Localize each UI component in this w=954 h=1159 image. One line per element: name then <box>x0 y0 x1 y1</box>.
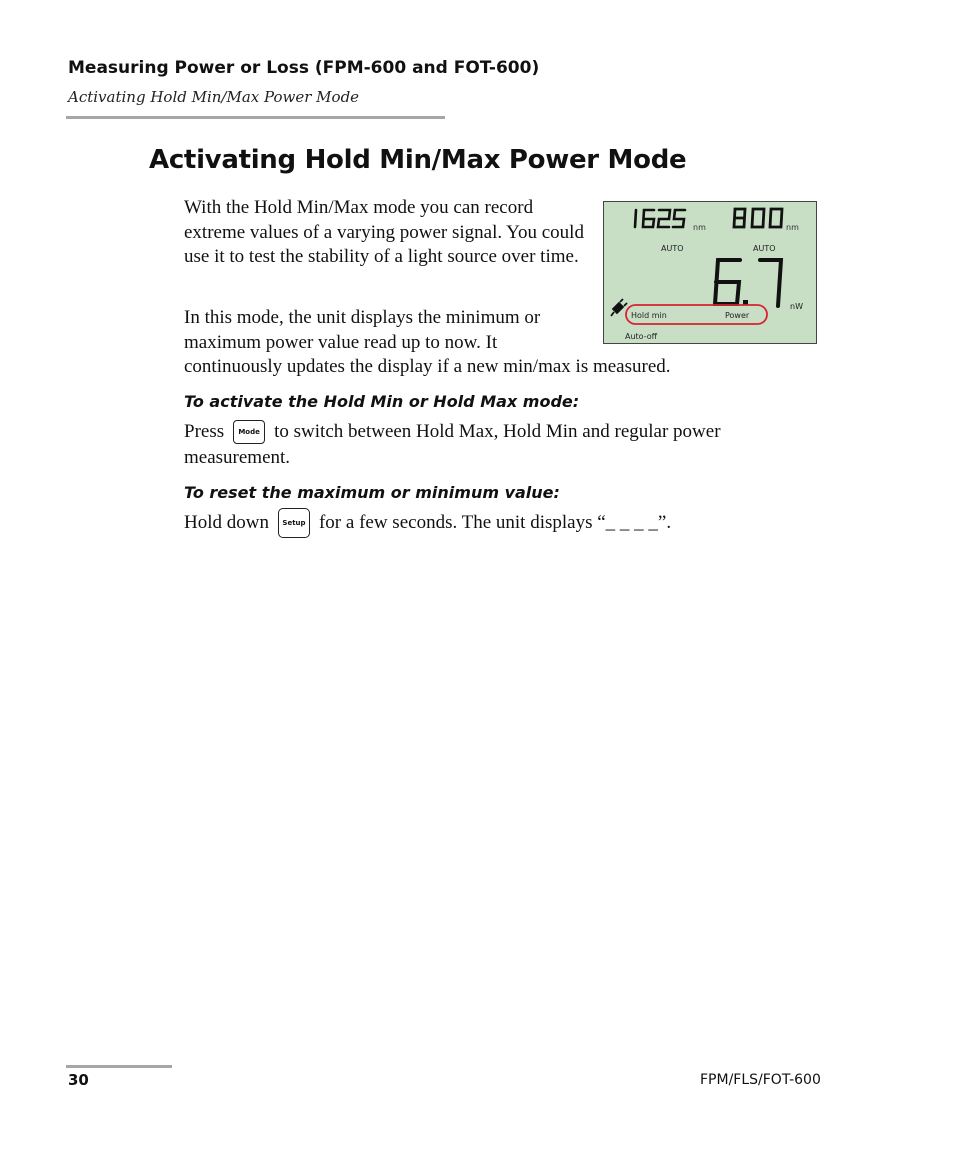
mode-paragraph: In this mode, the unit displays the minimum or maximum power value read up to now. It <box>184 307 541 353</box>
intro-paragraph: With the Hold Min/Max mode you can record extreme values of a varying power signal. You could use it to test the stability of a light source over time. <box>184 197 584 267</box>
auto-right-label: AUTO <box>753 244 776 253</box>
activate-instruction-continued: measurement. <box>184 447 291 468</box>
auto-off-label: Auto-off <box>625 332 658 341</box>
mode-key-icon: Mode <box>233 420 265 444</box>
reset-heading: To reset the maximum or minimum value: <box>184 483 560 502</box>
product-model: FPM/FLS/FOT-600 <box>700 1072 821 1088</box>
wavelength-left-digits <box>635 210 685 227</box>
chapter-title: Measuring Power or Loss (FPM-600 and FOT-600) <box>68 58 540 78</box>
setup-key-icon: Setup <box>278 508 310 538</box>
wavelength-left-unit: nm <box>693 223 706 232</box>
main-unit: nW <box>790 302 803 311</box>
footer-divider <box>66 1065 172 1068</box>
header-divider <box>66 116 445 119</box>
reset-instruction <box>184 508 671 538</box>
lcd-display-illustration <box>603 201 817 344</box>
activate-text-before: Press <box>184 421 225 442</box>
section-subtitle: Activating Hold Min/Max Power Mode <box>68 88 360 106</box>
wavelength-right-unit: nm <box>786 223 799 232</box>
wavelength-right-digits <box>734 209 782 227</box>
plug-icon <box>611 299 627 316</box>
reset-text-before: Hold down <box>184 511 269 533</box>
reset-text-after: for a few seconds. The unit displays “_ _ _ _”. <box>318 511 672 533</box>
mode-paragraph-continued: continuously updates the display if a new min/max is measured. <box>184 356 671 377</box>
auto-left-label: AUTO <box>661 244 684 253</box>
activate-instruction <box>184 420 721 445</box>
hold-min-label: Hold min <box>631 311 667 320</box>
page-number: 30 <box>68 1071 89 1089</box>
power-mode-label: Power <box>725 311 750 320</box>
activate-text-after: to switch between Hold Max, Hold Min and regular power <box>274 421 721 442</box>
main-value-digits <box>715 260 781 306</box>
activate-heading: To activate the Hold Min or Hold Max mode: <box>184 392 580 411</box>
section-title: Activating Hold Min/Max Power Mode <box>149 145 687 175</box>
